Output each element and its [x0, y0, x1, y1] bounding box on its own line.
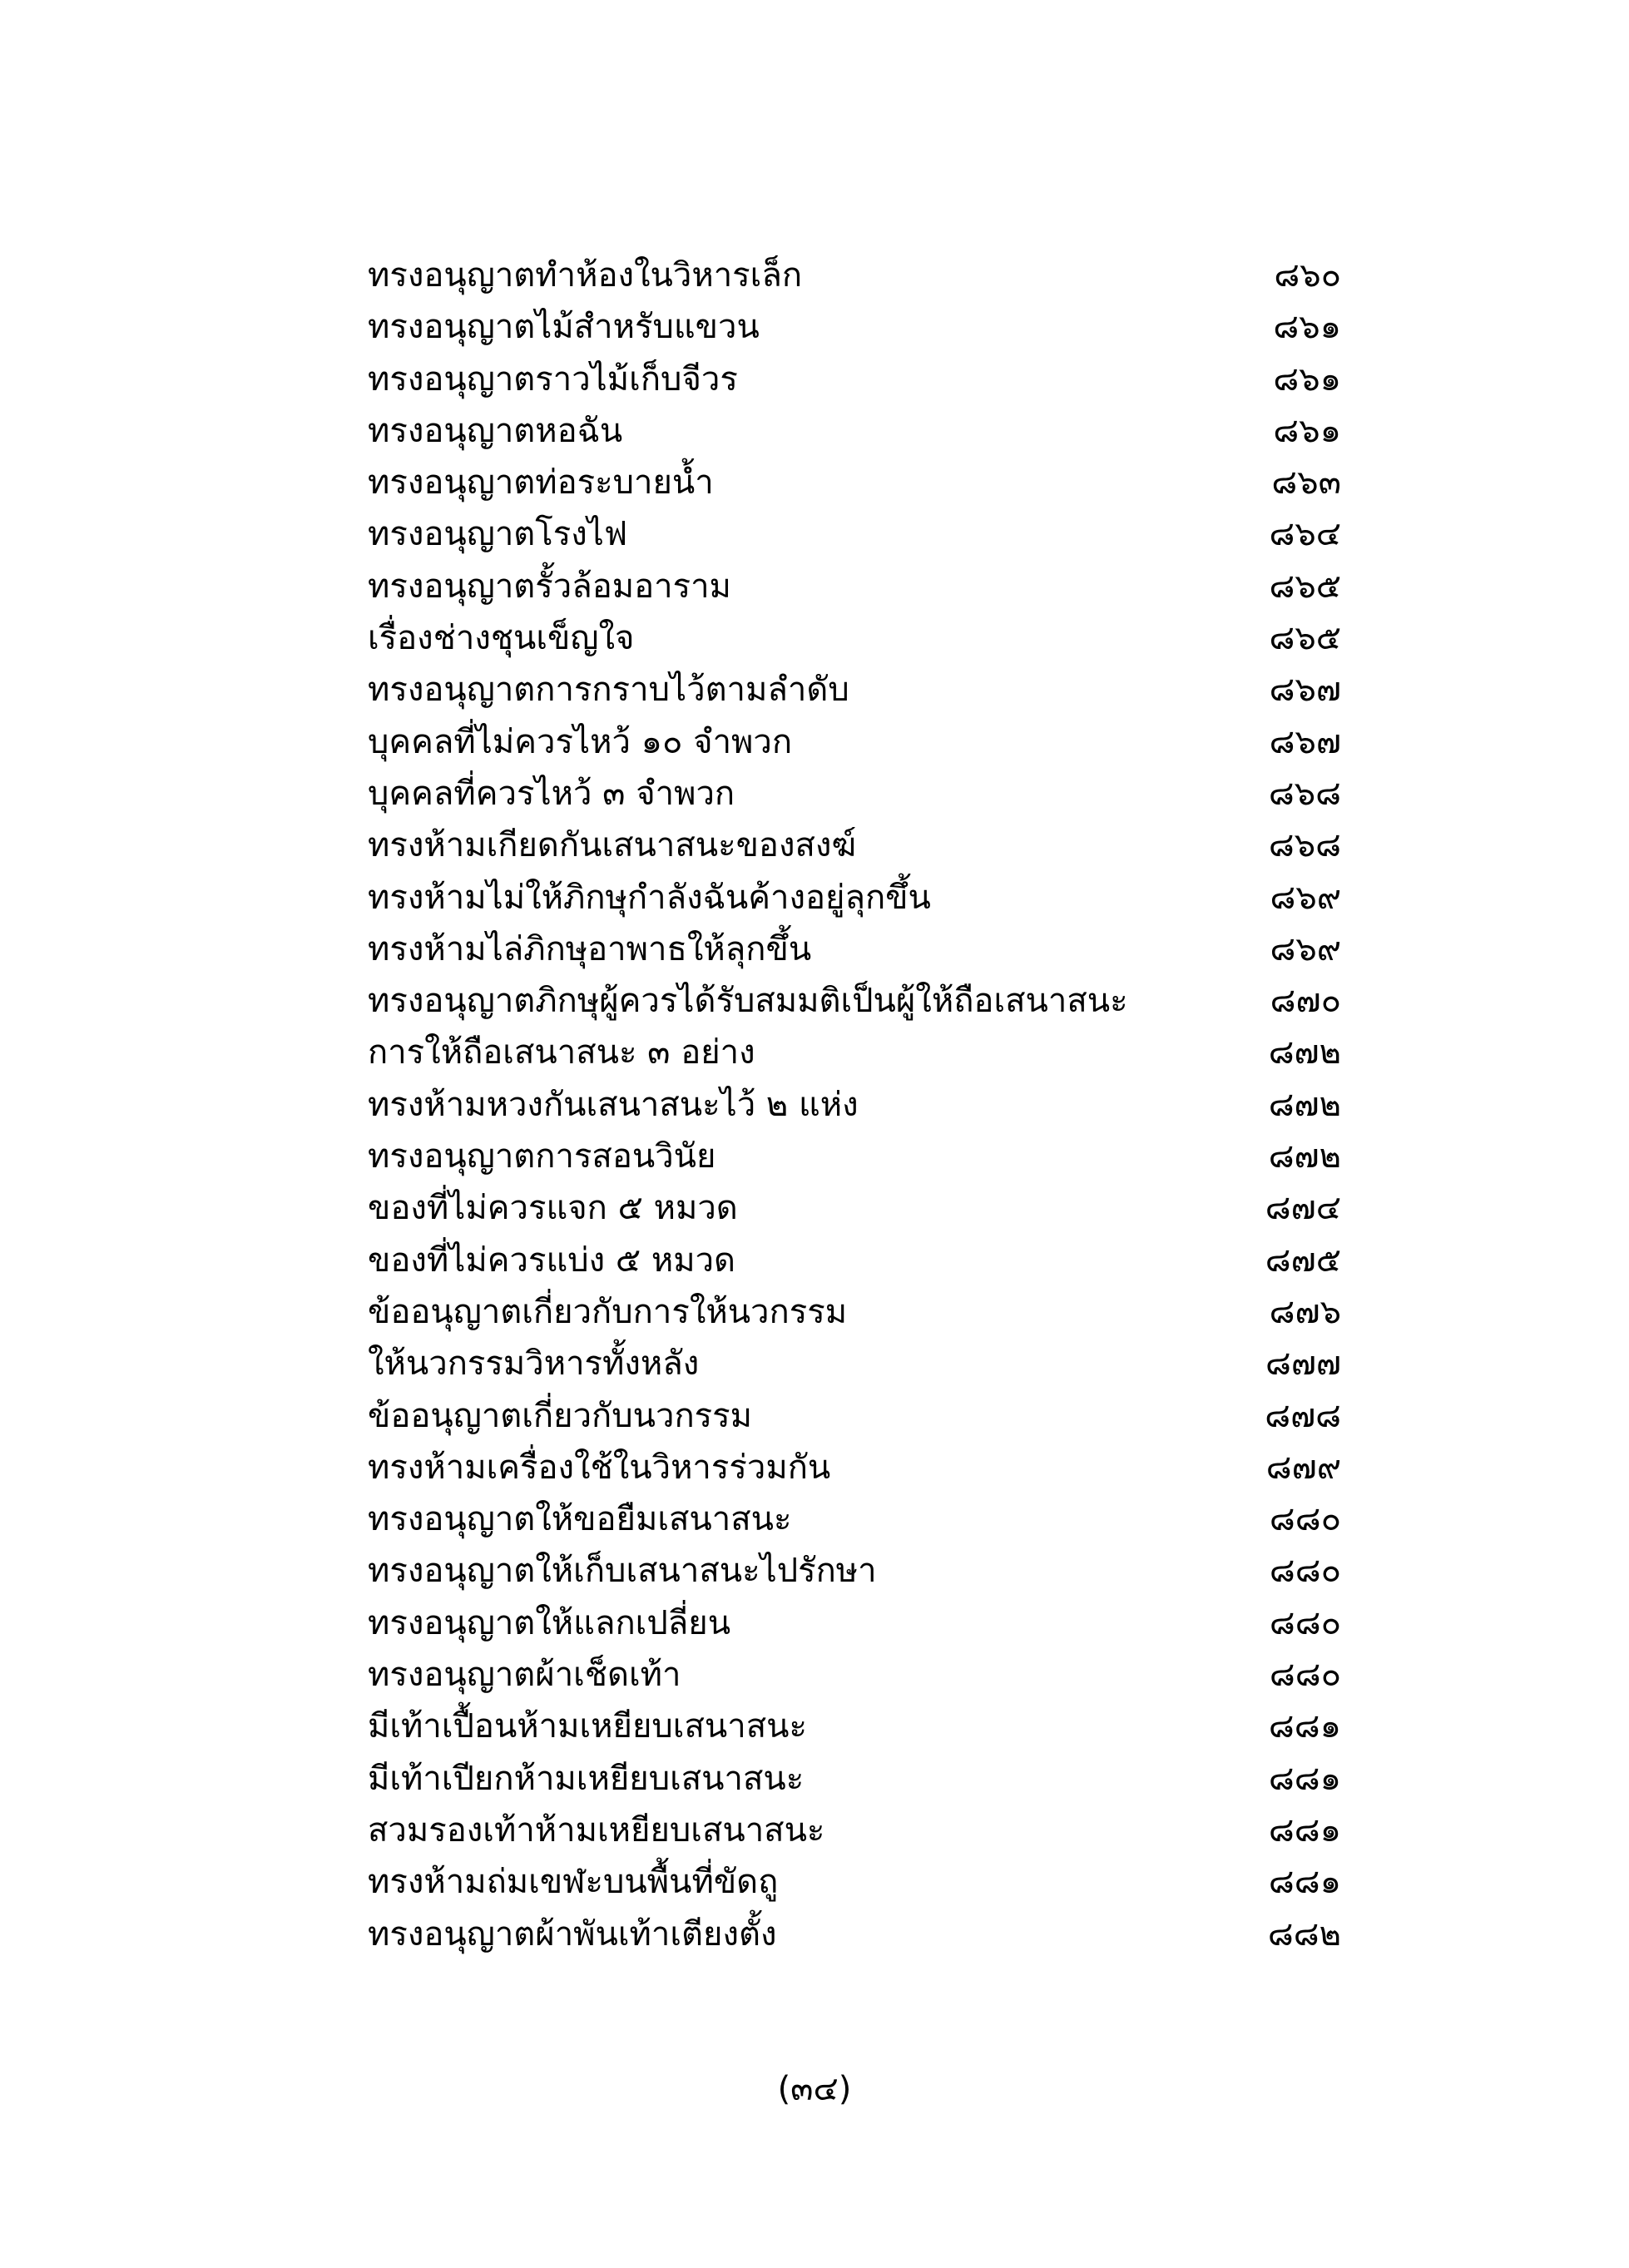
- toc-entry-title: ทรงอนุญาตให้แลกเปลี่ยน: [368, 1603, 731, 1642]
- toc-entry-page: ๘๖๑: [1273, 411, 1341, 450]
- toc-entry: [368, 457, 1341, 508]
- toc-entry-title: ทรงอนุญาตท่อระบายน้ำ: [368, 463, 714, 503]
- toc-entry-title: ทรงอนุญาตทำห้องในวิหารเล็ก: [368, 256, 803, 295]
- toc-entry-page: ๘๗๗: [1265, 1344, 1341, 1384]
- toc-entry: [368, 1027, 1341, 1078]
- toc-entry: [368, 1909, 1341, 1960]
- toc-entry: [368, 1649, 1341, 1701]
- toc-entry-title: ทรงอนุญาตภิกษุผู้ควรได้รับสมมติเป็นผู้ให้ถือเสนาสนะ: [368, 982, 1128, 1021]
- toc-entry-title: ทรงห้ามไล่ภิกษุอาพาธให้ลุกขึ้น: [368, 929, 812, 968]
- toc-entry-page: ๘๗๕: [1265, 1240, 1341, 1280]
- toc-entry: [368, 872, 1341, 924]
- toc-entry: [368, 561, 1341, 612]
- toc-entry-title: ทรงอนุญาตให้เก็บเสนาสนะไปรักษา: [368, 1552, 877, 1591]
- toc-entry: [368, 1805, 1341, 1856]
- toc-entry: [368, 1235, 1341, 1286]
- toc-entry: [368, 1493, 1341, 1545]
- toc-entry: [368, 354, 1341, 405]
- toc-entry-page: ๘๗๖: [1269, 1292, 1341, 1331]
- toc-entry-page: ๘๗๙: [1265, 1448, 1341, 1487]
- toc-entry-page: ๘๖๘: [1268, 774, 1341, 813]
- toc-entry: [368, 1545, 1341, 1597]
- toc-entry-page: ๘๖๑: [1273, 359, 1341, 399]
- toc-entry-page: ๘๖๗: [1269, 722, 1341, 761]
- toc-entry: [368, 924, 1341, 975]
- toc-entry-title: ของที่ไม่ควรแบ่ง ๕ หมวด: [368, 1240, 736, 1280]
- toc-entry-page: ๘๗๒: [1268, 1085, 1341, 1124]
- toc-entry-page: ๘๘๑: [1268, 1863, 1341, 1902]
- toc-entry-page: ๘๘๑: [1268, 1759, 1341, 1798]
- toc-entry: [368, 1338, 1341, 1389]
- table-of-contents: [368, 250, 1341, 1960]
- toc-entry-page: ๘๘๐: [1269, 1500, 1341, 1539]
- toc-entry-title: ทรงอนุญาตผ้าเช็ดเท้า: [368, 1656, 681, 1695]
- toc-entry-page: ๘๖๑: [1273, 308, 1341, 347]
- toc-entry: [368, 768, 1341, 820]
- toc-entry-page: ๘๘๑: [1268, 1707, 1341, 1746]
- toc-entry-title: การให้ถือเสนาสนะ ๓ อย่าง: [368, 1033, 755, 1072]
- toc-entry-title: ให้นวกรรมวิหารทั้งหลัง: [368, 1344, 700, 1384]
- toc-entry-title: ข้ออนุญาตเกี่ยวกับการให้นวกรรม: [368, 1292, 848, 1331]
- toc-entry: [368, 1079, 1341, 1131]
- toc-entry: [368, 1701, 1341, 1752]
- toc-entry-title: ทรงห้ามเกียดกันเสนาสนะของสงฆ์: [368, 826, 857, 865]
- toc-entry-title: ทรงห้ามถ่มเขฬะบนพื้นที่ขัดถู: [368, 1863, 779, 1902]
- toc-entry-title: มีเท้าเปียกห้ามเหยียบเสนาสนะ: [368, 1759, 805, 1798]
- toc-entry: [368, 1390, 1341, 1442]
- toc-entry-page: ๘๖๙: [1270, 929, 1341, 968]
- toc-entry-page: ๘๖๓: [1271, 463, 1341, 503]
- toc-entry-title: มีเท้าเปื้อนห้ามเหยียบเสนาสนะ: [368, 1707, 807, 1746]
- toc-entry-page: ๘๖๗: [1269, 671, 1341, 710]
- toc-entry-page: ๘๖๘: [1268, 826, 1341, 865]
- toc-entry: [368, 508, 1341, 560]
- toc-entry-title: ทรงอนุญาตไม้สำหรับแขวน: [368, 308, 760, 347]
- toc-entry: [368, 1753, 1341, 1805]
- toc-entry-title: ทรงอนุญาตรั้วล้อมอาราม: [368, 567, 731, 606]
- toc-entry-title: ทรงห้ามไม่ให้ภิกษุกำลังฉันค้างอยู่ลุกขึ้น: [368, 878, 931, 917]
- toc-entry-title: ข้ออนุญาตเกี่ยวกับนวกรรม: [368, 1396, 753, 1435]
- toc-entry-title: ทรงห้ามเครื่องใช้ในวิหารร่วมกัน: [368, 1448, 831, 1487]
- toc-entry: [368, 301, 1341, 353]
- toc-entry-title: ทรงห้ามหวงกันเสนาสนะไว้ ๒ แห่ง: [368, 1085, 859, 1124]
- toc-entry-title: ของที่ไม่ควรแจก ๕ หมวด: [368, 1189, 738, 1228]
- toc-entry: [368, 405, 1341, 457]
- toc-entry-title: บุคคลที่ไม่ควรไหว้ ๑๐ จำพวก: [368, 722, 793, 761]
- toc-entry-title: ทรงอนุญาตให้ขอยืมเสนาสนะ: [368, 1500, 792, 1539]
- toc-entry-title: ทรงอนุญาตราวไม้เก็บจีวร: [368, 359, 738, 399]
- toc-entry: [368, 716, 1341, 768]
- toc-entry-title: ทรงอนุญาตการสอนวินัย: [368, 1137, 716, 1176]
- toc-entry-page: ๘๘๑: [1268, 1810, 1341, 1850]
- toc-entry: [368, 975, 1341, 1027]
- toc-entry-page: ๘๘๒: [1267, 1914, 1341, 1954]
- toc-entry-page: ๘๖๐: [1274, 256, 1341, 295]
- toc-entry-title: สวมรองเท้าห้ามเหยียบเสนาสนะ: [368, 1810, 825, 1850]
- toc-entry-title: บุคคลที่ควรไหว้ ๓ จำพวก: [368, 774, 735, 813]
- toc-entry: [368, 1131, 1341, 1182]
- toc-entry-page: ๘๗๒: [1268, 1033, 1341, 1072]
- toc-entry: [368, 1442, 1341, 1493]
- toc-entry-page: ๘๘๐: [1269, 1603, 1341, 1642]
- toc-entry: [368, 1597, 1341, 1649]
- toc-entry-title: เรื่องช่างชุนเข็ญใจ: [368, 619, 635, 658]
- toc-entry: [368, 250, 1341, 301]
- toc-entry-page: ๘๘๐: [1269, 1552, 1341, 1591]
- toc-entry-page: ๘๗๒: [1268, 1137, 1341, 1176]
- toc-entry-page: ๘๖๔: [1269, 515, 1341, 554]
- toc-entry: [368, 612, 1341, 664]
- toc-entry: [368, 1286, 1341, 1338]
- toc-entry: [368, 1856, 1341, 1908]
- toc-entry-page: ๘๗๘: [1265, 1396, 1341, 1435]
- toc-entry-page: ๘๖๕: [1269, 619, 1341, 658]
- toc-entry-title: ทรงอนุญาตผ้าพันเท้าเตียงตั้ง: [368, 1914, 777, 1954]
- toc-entry-page: ๘๗๐: [1270, 982, 1341, 1021]
- toc-entry: [368, 1182, 1341, 1234]
- toc-entry: [368, 820, 1341, 871]
- toc-entry-page: ๘๖๕: [1269, 567, 1341, 606]
- toc-entry-title: ทรงอนุญาตการกราบไว้ตามลำดับ: [368, 671, 849, 710]
- toc-entry-page: ๘๖๙: [1270, 878, 1341, 917]
- toc-entry: [368, 664, 1341, 716]
- page-number: (๓๔): [777, 2070, 852, 2108]
- toc-entry-title: ทรงอนุญาตหอฉัน: [368, 411, 623, 450]
- toc-entry-page: ๘๘๐: [1269, 1656, 1341, 1695]
- toc-entry-title: ทรงอนุญาตโรงไฟ: [368, 515, 628, 554]
- toc-entry-page: ๘๗๔: [1265, 1189, 1341, 1228]
